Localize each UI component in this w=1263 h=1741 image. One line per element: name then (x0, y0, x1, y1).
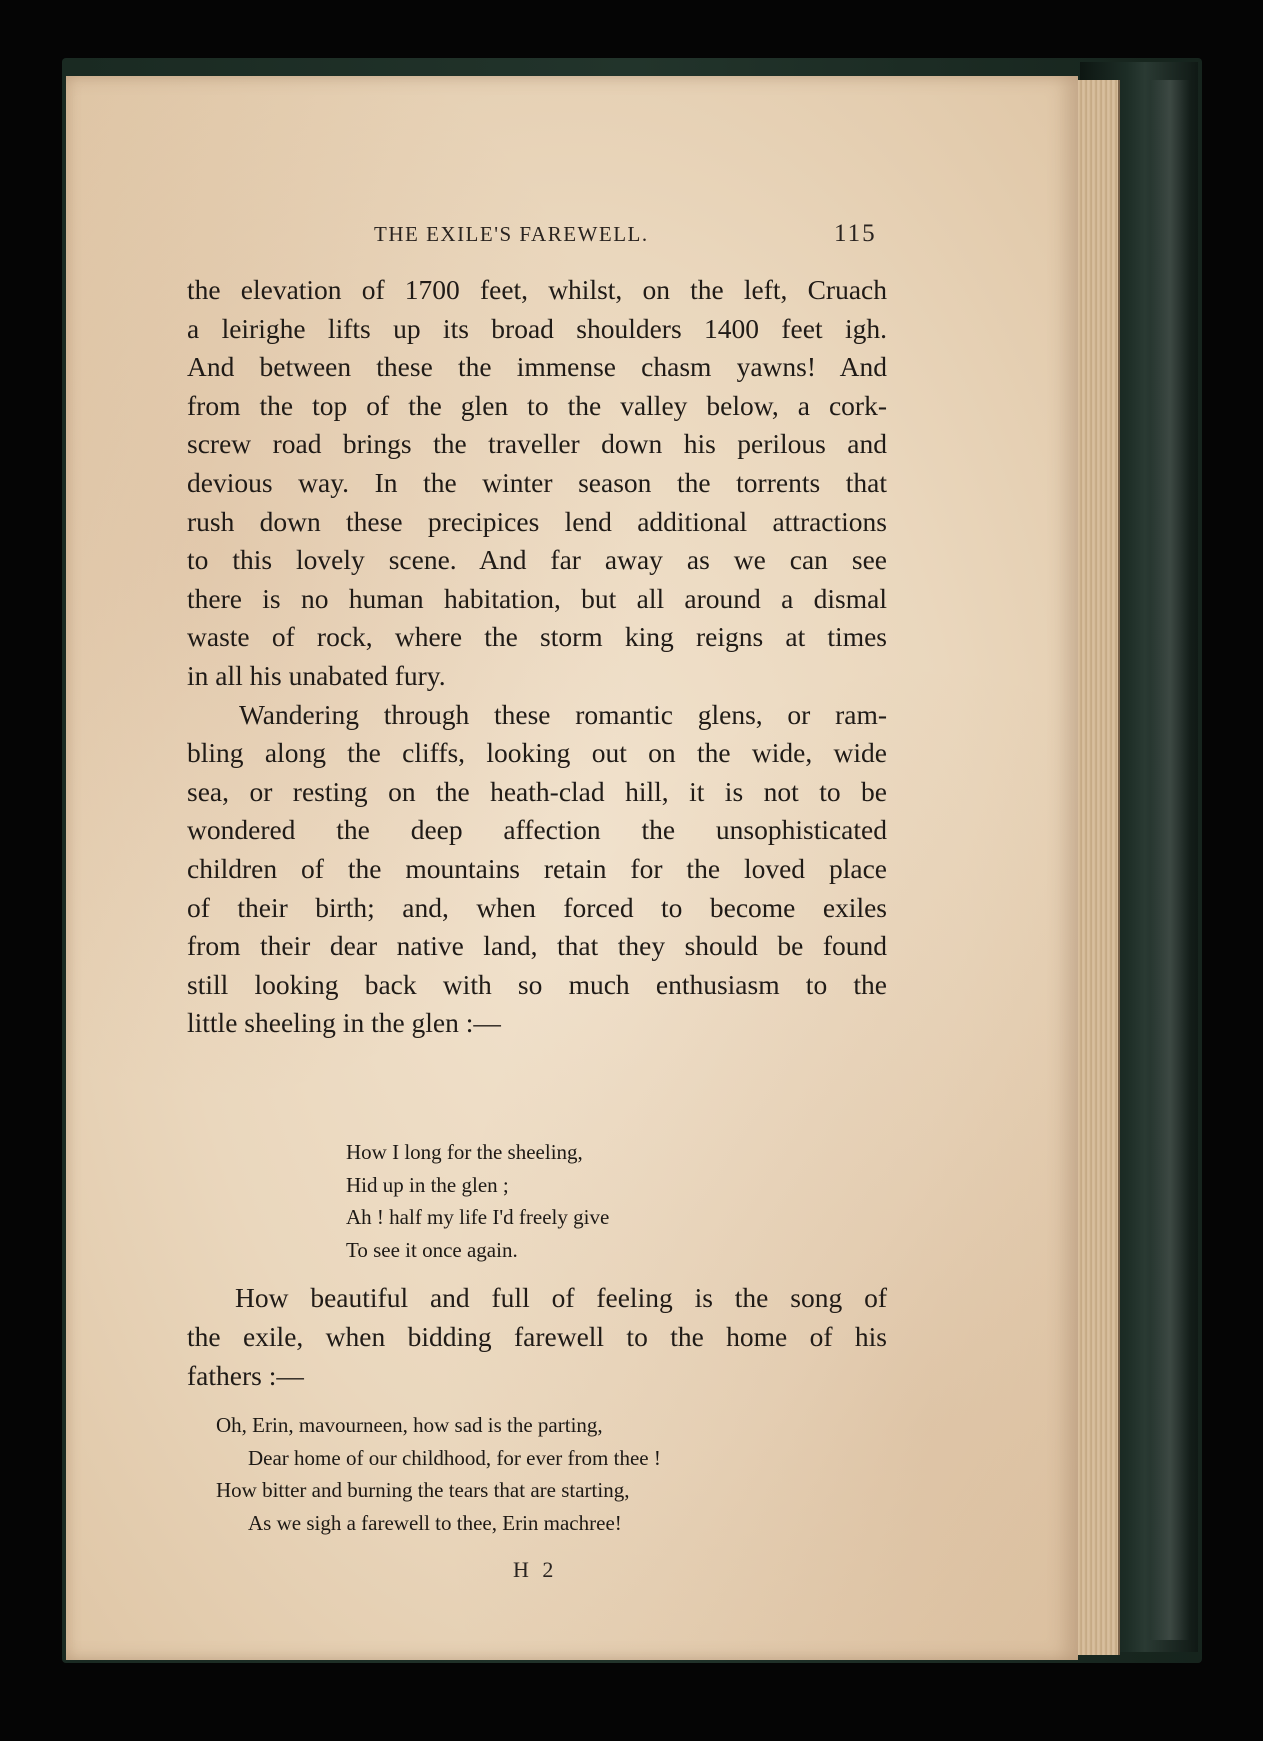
signature-mark: H 2 (513, 1557, 558, 1582)
text-line: screw road brings the traveller down his perilous and (187, 428, 887, 460)
text-line: fathers :— (187, 1360, 304, 1391)
text-line: bling along the cliffs, looking out on the wide, wide (187, 737, 887, 769)
text-line: And between these the immense chasm yawns! And (187, 351, 887, 383)
verse-2 (216, 1409, 661, 1539)
text-line: in all his unabated fury. (187, 659, 446, 691)
page-number: 115 (834, 220, 877, 247)
text-line: there is no human habitation, but all around a dismal (187, 582, 887, 614)
verse-line: How bitter and burning the tears that are starting, (216, 1478, 630, 1502)
paragraph-3 (187, 1278, 887, 1395)
verse-line: As we sigh a farewell to thee, Erin machree! (248, 1510, 622, 1535)
text-line: Wandering through these romantic glens, or ram- (239, 698, 887, 730)
text-line: sea, or resting on the heath-clad hill, it is not to be (187, 775, 887, 807)
text-line: a leirighe lifts up its broad shoulders 1400 feet igh. (187, 312, 887, 344)
text-line: from the top of the glen to the valley below, a cork- (187, 389, 887, 421)
text-line: devious way. In the winter season the torrents that (187, 466, 887, 498)
text-line: to this lovely scene. And far away as we can see (187, 544, 887, 576)
plastic-sheen (1150, 80, 1190, 1640)
text-line: of their birth; and, when forced to become exiles (187, 891, 887, 923)
running-title: THE EXILE'S FAREWELL. (374, 222, 649, 246)
text-line: children of the mountains retain for the loved place (187, 852, 887, 884)
running-head (66, 222, 1078, 252)
verse-line: Oh, Erin, mavourneen, how sad is the parting, (216, 1413, 603, 1437)
verse-line: How I long for the sheeling, (346, 1140, 583, 1164)
text-line: wondered the deep affection the unsophisticated (187, 814, 887, 846)
text-line: from their dear native land, that they should be found (187, 930, 887, 962)
verse-line: Dear home of our childhood, for ever from thee ! (248, 1445, 661, 1470)
verse-line: To see it once again. (346, 1237, 518, 1262)
verse-line: Ah ! half my life I'd freely give (346, 1205, 610, 1229)
text-line: little sheeling in the glen :— (187, 1007, 501, 1039)
text-line: How beautiful and full of feeling is the song of (235, 1282, 887, 1313)
paragraph-1 (187, 271, 887, 1043)
text-line: rush down these precipices lend additional attractions (187, 505, 887, 537)
text-line: still looking back with so much enthusiasm to the (187, 968, 887, 1000)
verse-line: Hid up in the glen ; (346, 1172, 509, 1197)
text-line: the elevation of 1700 feet, whilst, on the left, Cruach (187, 274, 887, 305)
book-page (66, 76, 1078, 1660)
text-line: waste of rock, where the storm king reigns at times (187, 621, 887, 653)
verse-1 (346, 1136, 609, 1266)
text-line: the exile, when bidding farewell to the home of his (187, 1321, 887, 1352)
